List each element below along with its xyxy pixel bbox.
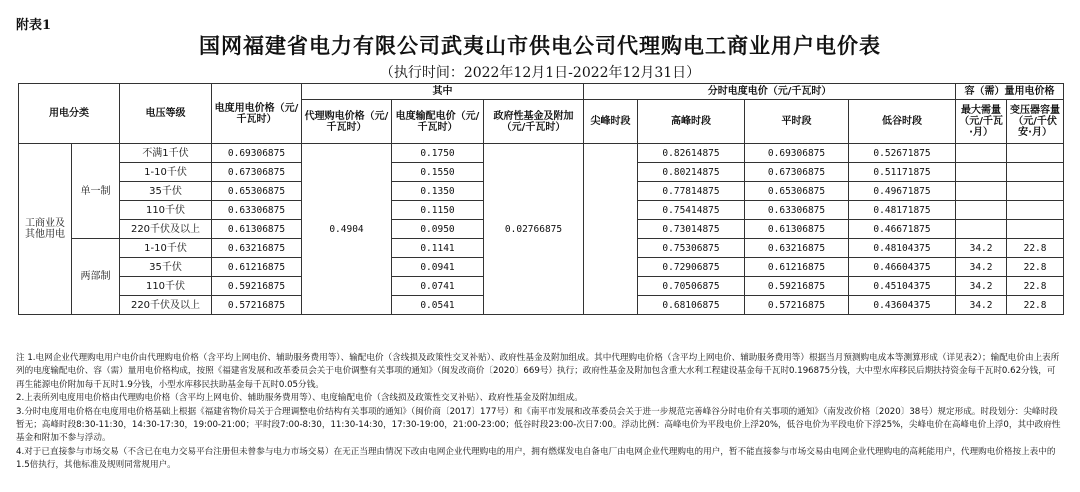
voltage-cell: 不满1千伏 bbox=[120, 144, 212, 163]
price-cell: 0.67306875 bbox=[212, 163, 302, 182]
note-item: 3.分时电度用电价格在电度用电价格基础上根据《福建省物价局关于合理调整电价结构有关事项的通知》（闽价商〔2017〕177号）和《南平市发展和改革委员会关于进一步规范完善峰谷分时电价有关事项的通知》（南发改价格〔2020〕38号）规定形成。时段划分：尖峰时段暂无；高峰时段8:30-11:30，14:30-17:30，19:00-21:00；平时段7:00-8:30，11:30-14:30，17:30-19:00，21:00-23:00；低谷时段23:00-次日7:00。浮动比例：高峰电价为平段电价上浮20%，低谷电价为平段电价下浮25%，尖峰电价在高峰电价上浮0，其中政府性基金和附加不参与浮动。 bbox=[16, 406, 1061, 444]
transformer-cell: 22.8 bbox=[1007, 296, 1064, 315]
peak-cell: 0.72906875 bbox=[638, 258, 745, 277]
valley-cell: 0.48171875 bbox=[849, 201, 956, 220]
voltage-cell: 1-10千伏 bbox=[120, 239, 212, 258]
agent-price-cell: 0.4904 bbox=[302, 144, 392, 315]
flat-cell: 0.63306875 bbox=[745, 201, 849, 220]
peak-cell: 0.80214875 bbox=[638, 163, 745, 182]
demand-cell bbox=[956, 144, 1007, 163]
col-capacity: 容（需）量用电价格 bbox=[956, 84, 1064, 100]
demand-cell bbox=[956, 201, 1007, 220]
peak-cell: 0.73014875 bbox=[638, 220, 745, 239]
demand-cell bbox=[956, 163, 1007, 182]
flat-cell: 0.67306875 bbox=[745, 163, 849, 182]
note-item: 2.上表所列电度用电价格由代理购电价格（含平均上网电价、辅助服务费用等）、电度输配电价（含线损及政策性交叉补贴）、政府性基金及附加组成。 bbox=[16, 393, 583, 404]
transmission-cell: 0.0941 bbox=[392, 258, 484, 277]
flat-cell: 0.65306875 bbox=[745, 182, 849, 201]
fund-cell: 0.02766875 bbox=[484, 144, 584, 315]
voltage-cell: 1-10千伏 bbox=[120, 163, 212, 182]
flat-cell: 0.57216875 bbox=[745, 296, 849, 315]
col-flat: 平时段 bbox=[745, 100, 849, 144]
valley-cell: 0.46604375 bbox=[849, 258, 956, 277]
transformer-cell: 22.8 bbox=[1007, 239, 1064, 258]
col-category: 用电分类 bbox=[19, 84, 120, 144]
col-agent-price: 代理购电价格（元/千瓦时） bbox=[302, 100, 392, 144]
demand-cell: 34.2 bbox=[956, 277, 1007, 296]
valley-cell: 0.45104375 bbox=[849, 277, 956, 296]
demand-cell: 34.2 bbox=[956, 258, 1007, 277]
note-item: 注 1.电网企业代理购电用户电价由代理购电价格（含平均上网电价、辅助服务费用等）、输配电价（含线损及政策性交叉补贴）、政府性基金及附加组成。其中代理购电价格（含平均上网电价、辅助服务费用等）根据当月预测购电成本等测算形成（详见表2）；输配电价由上表所列的电度输配电价、容（需）量用电价格构成，按照《福建省发展和改革委员会关于电价调整有关事项的通知》（闽发改商价〔2020〕669号）执行；政府性基金及附加包含重大水利工程建设基金每千瓦时0.196875分钱，大中型水库移民后期扶持资金每千瓦时0.62分钱，可再生能源电价附加每千瓦时1.9分钱，小型水库移民扶助基金每千瓦时0.05分钱。 bbox=[16, 353, 1060, 390]
valley-cell: 0.46671875 bbox=[849, 220, 956, 239]
price-cell: 0.57216875 bbox=[212, 296, 302, 315]
demand-cell bbox=[956, 220, 1007, 239]
peak-cell: 0.68106875 bbox=[638, 296, 745, 315]
price-cell: 0.69306875 bbox=[212, 144, 302, 163]
valley-cell: 0.51171875 bbox=[849, 163, 956, 182]
group-single: 单一制 bbox=[72, 144, 120, 239]
transmission-cell: 0.0950 bbox=[392, 220, 484, 239]
price-cell: 0.65306875 bbox=[212, 182, 302, 201]
attachment-label: 附表1 bbox=[16, 18, 52, 33]
demand-cell bbox=[956, 182, 1007, 201]
flat-cell: 0.61306875 bbox=[745, 220, 849, 239]
peak-cell: 0.75414875 bbox=[638, 201, 745, 220]
price-cell: 0.61306875 bbox=[212, 220, 302, 239]
peak-cell: 0.70506875 bbox=[638, 277, 745, 296]
category-cell: 工商业及其他用电 bbox=[19, 144, 72, 315]
transmission-cell: 0.1750 bbox=[392, 144, 484, 163]
transformer-cell bbox=[1007, 144, 1064, 163]
price-cell: 0.63306875 bbox=[212, 201, 302, 220]
transmission-cell: 0.0541 bbox=[392, 296, 484, 315]
col-voltage: 电压等级 bbox=[120, 84, 212, 144]
transformer-cell bbox=[1007, 163, 1064, 182]
transformer-cell: 22.8 bbox=[1007, 258, 1064, 277]
col-transmission: 电度输配电价（元/千瓦时） bbox=[392, 100, 484, 144]
col-fund: 政府性基金及附加（元/千瓦时） bbox=[484, 100, 584, 144]
notes-section bbox=[16, 352, 1061, 473]
price-cell: 0.61216875 bbox=[212, 258, 302, 277]
group-two-part: 两部制 bbox=[72, 239, 120, 315]
transformer-cell: 22.8 bbox=[1007, 277, 1064, 296]
col-valley: 低谷时段 bbox=[849, 100, 956, 144]
transformer-cell bbox=[1007, 220, 1064, 239]
voltage-cell: 110千伏 bbox=[120, 277, 212, 296]
col-tou: 分时电度电价（元/千瓦时） bbox=[584, 84, 956, 100]
price-table bbox=[18, 83, 1064, 315]
col-sharp: 尖峰时段 bbox=[584, 100, 638, 144]
table-row bbox=[19, 144, 1064, 163]
transmission-cell: 0.0741 bbox=[392, 277, 484, 296]
price-cell: 0.63216875 bbox=[212, 239, 302, 258]
voltage-cell: 110千伏 bbox=[120, 201, 212, 220]
note-item: 4.对于已直接参与市场交易（不含已在电力交易平台注册但未曾参与电力市场交易）在无正当理由情况下改由电网企业代理购电的用户，拥有燃煤发电自备电厂由电网企业代理购电的用户，暂不能直接参与市场交易由电网企业代理购电的高耗能用户，代理购电价格按上表中的1.5倍执行，其他标准及规则同常规用户。 bbox=[16, 446, 1056, 471]
valley-cell: 0.52671875 bbox=[849, 144, 956, 163]
flat-cell: 0.59216875 bbox=[745, 277, 849, 296]
col-of-which: 其中 bbox=[302, 84, 584, 100]
valley-cell: 0.49671875 bbox=[849, 182, 956, 201]
peak-cell: 0.82614875 bbox=[638, 144, 745, 163]
voltage-cell: 35千伏 bbox=[120, 258, 212, 277]
transmission-cell: 0.1350 bbox=[392, 182, 484, 201]
price-cell: 0.59216875 bbox=[212, 277, 302, 296]
valley-cell: 0.43604375 bbox=[849, 296, 956, 315]
transformer-cell bbox=[1007, 182, 1064, 201]
transmission-cell: 0.1141 bbox=[392, 239, 484, 258]
page-title: 国网福建省电力有限公司武夷山市供电公司代理购电工商业用户电价表 bbox=[199, 33, 881, 58]
transmission-cell: 0.1150 bbox=[392, 201, 484, 220]
transmission-cell: 0.1550 bbox=[392, 163, 484, 182]
flat-cell: 0.69306875 bbox=[745, 144, 849, 163]
voltage-cell: 220千伏及以上 bbox=[120, 220, 212, 239]
flat-cell: 0.61216875 bbox=[745, 258, 849, 277]
valley-cell: 0.48104375 bbox=[849, 239, 956, 258]
col-demand: 最大需量（元/千瓦·月） bbox=[956, 100, 1007, 144]
transformer-cell bbox=[1007, 201, 1064, 220]
flat-cell: 0.63216875 bbox=[745, 239, 849, 258]
peak-cell: 0.77814875 bbox=[638, 182, 745, 201]
sharp-cell bbox=[584, 144, 638, 315]
voltage-cell: 220千伏及以上 bbox=[120, 296, 212, 315]
peak-cell: 0.75306875 bbox=[638, 239, 745, 258]
col-price: 电度用电价格（元/千瓦时） bbox=[212, 84, 302, 144]
demand-cell: 34.2 bbox=[956, 296, 1007, 315]
col-transformer: 变压器容量（元/千伏安·月） bbox=[1007, 100, 1064, 144]
demand-cell: 34.2 bbox=[956, 239, 1007, 258]
header-row-top bbox=[19, 84, 1064, 100]
col-peak: 高峰时段 bbox=[638, 100, 745, 144]
voltage-cell: 35千伏 bbox=[120, 182, 212, 201]
execution-period: （执行时间：2022年12月1日-2022年12月31日） bbox=[379, 65, 701, 81]
